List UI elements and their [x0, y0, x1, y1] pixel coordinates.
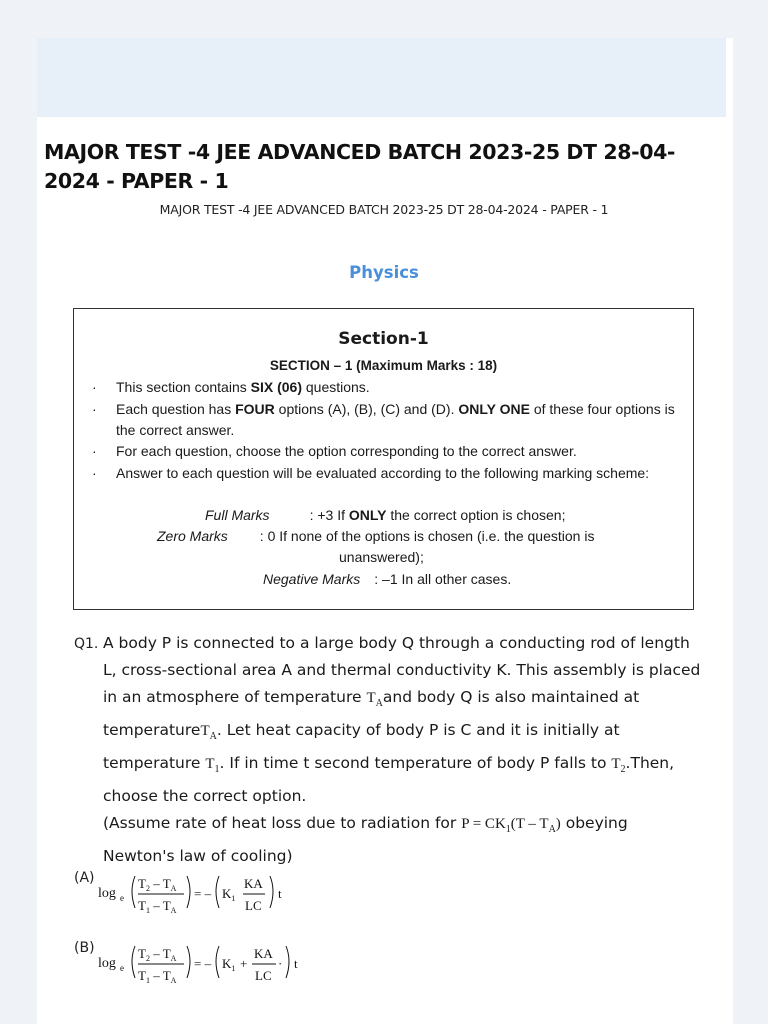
header-banner	[37, 38, 726, 117]
math-TA: $T_A$	[200, 723, 217, 742]
svg-text:KA: KA	[254, 946, 273, 961]
svg-text:LC: LC	[245, 898, 262, 913]
math-T2: $T_2$	[611, 756, 626, 775]
bullet: ·	[92, 379, 97, 395]
svg-text:T1 – TA: $T_1 - T_A$	[138, 898, 177, 915]
svg-text:log: log	[98, 956, 116, 971]
svg-text:LC: LC	[255, 968, 272, 983]
instruction-item: · Each question has FOUR options (A), (B), (C) and (D). ONLY ONE of these four options is the correct answer.	[92, 401, 675, 438]
page-subtitle: MAJOR TEST -4 JEE ADVANCED BATCH 2023-25 DT 28-04-2024 - PAPER - 1	[159, 202, 609, 217]
question-number: Q1.	[74, 636, 99, 652]
option-b-formula[interactable]	[98, 936, 328, 986]
svg-text:t: t	[294, 956, 298, 971]
svg-text:t: t	[278, 886, 282, 901]
svg-text:K1: $K_1$	[222, 956, 236, 973]
svg-text:T2 – TA: $T_2 - T_A$	[138, 876, 177, 893]
page-title: MAJOR TEST -4 JEE ADVANCED BATCH 2023-25 DT 28-04-2024 - PAPER - 1	[44, 140, 676, 193]
zero-marks-row: Zero Marks : 0 If none of the options is chosen (i.e. the question is	[157, 528, 595, 544]
instruction-item: · This section contains SIX (06) questions.	[92, 377, 682, 398]
subject-heading: Physics	[349, 263, 419, 282]
math-TA: $T_A$	[366, 690, 383, 709]
instruction-item: · For each question, choose the option corresponding to the correct answer.	[92, 441, 682, 462]
svg-text:log: log	[98, 886, 116, 901]
section-subheading: SECTION – 1 (Maximum Marks : 18)	[269, 358, 498, 373]
svg-text:T2 – TA: $T_2 - T_A$	[138, 946, 177, 963]
svg-text:= –: = –	[194, 956, 212, 971]
section-heading: Section-1	[338, 329, 429, 349]
zero-marks-continuation: unanswered);	[339, 549, 424, 565]
math-radiation-expression: $P = CK_1(T - T_A)$	[461, 816, 561, 835]
svg-text:e: e	[120, 893, 124, 903]
svg-text:+: +	[240, 956, 248, 971]
question-text: A body P is connected to a large body Q through a conducting rod of length L, cross-sectional area A and thermal conductivity K. This assembly is placed in an atmosphere of temperature $T_Aand$ body Q is also maintained at temperatureT$_A$. Let heat capacity of body P is C and it is initially at temperature $T_1$. If in time t second temperature of body P falls to $T_2.Then$, choose the correct option. (Assume rate of heat loss due to radiation for $P = CK_1(T - T_A)$ obeying Newton's law of cooling)	[103, 634, 701, 865]
option-a-formula[interactable]	[98, 866, 328, 916]
option-a-label[interactable]: (A)	[74, 870, 95, 886]
instruction-item: · Answer to each question will be evaluated according to the following marking scheme:	[92, 463, 682, 484]
negative-marks-row: Negative Marks : –1 In all other cases.	[263, 571, 512, 587]
svg-text:T1 – TA: $T_1 - T_A$	[138, 968, 177, 985]
bullet: ·	[92, 401, 97, 417]
section-instructions-box	[73, 308, 694, 610]
svg-text:= –: = –	[194, 886, 212, 901]
svg-text:KA: KA	[244, 876, 263, 891]
option-b-label[interactable]: (B)	[74, 940, 95, 956]
math-T1: $T_1$	[205, 756, 220, 775]
svg-text:e: e	[120, 963, 124, 973]
svg-text:·: ·	[278, 956, 283, 971]
bullet: ·	[92, 465, 97, 481]
full-marks-row: Full Marks : +3 If ONLY the correct option is chosen;	[205, 507, 566, 523]
svg-text:K1: $K_1$	[222, 886, 236, 903]
bullet: ·	[92, 443, 97, 459]
